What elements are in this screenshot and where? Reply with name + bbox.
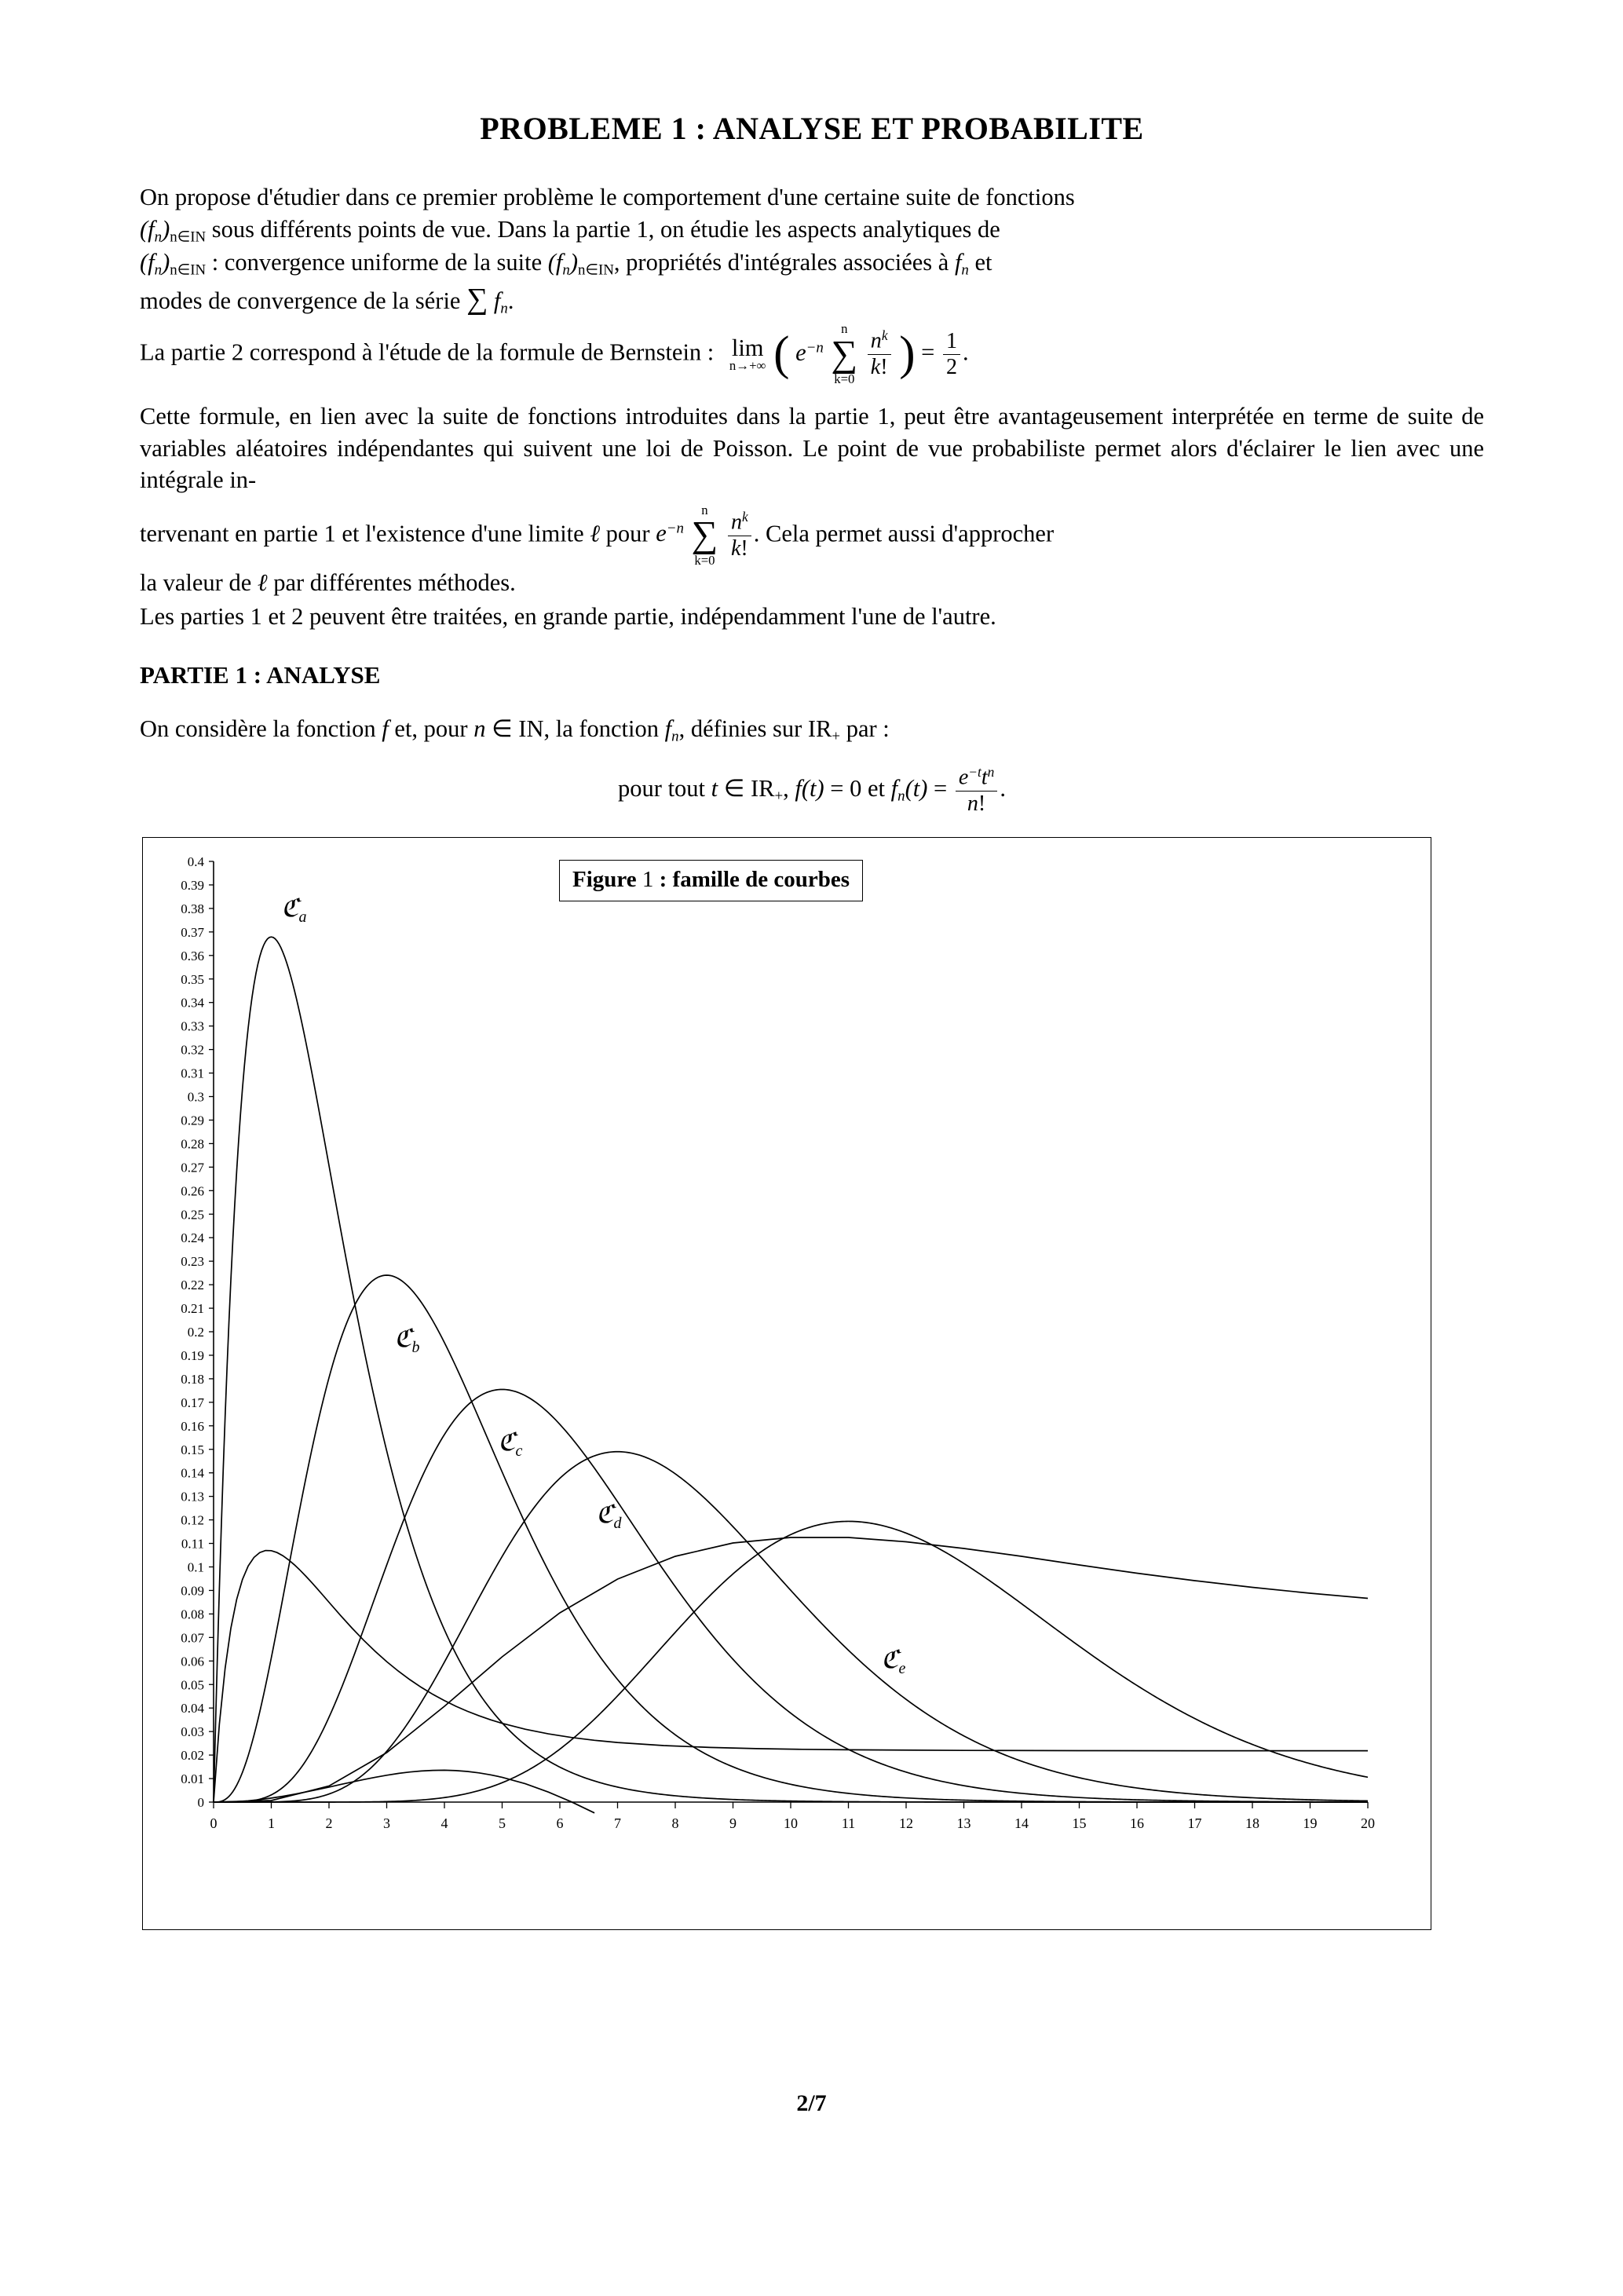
svg-text:9: 9	[729, 1815, 737, 1832]
fn-sequence-symbol-3: $(f_n)n\in IN$	[547, 248, 614, 279]
f-of-t: f(t)	[795, 775, 824, 803]
svg-text:0.05: 0.05	[181, 1677, 204, 1693]
curve-C_a	[214, 937, 1368, 1802]
curve-label-d: ℭ$_d$	[596, 1500, 622, 1533]
formula-text-c: = 0 et	[830, 775, 885, 803]
svg-text:0.16: 0.16	[181, 1418, 204, 1434]
svg-text:0.02: 0.02	[181, 1748, 204, 1764]
svg-text:0.11: 0.11	[181, 1536, 204, 1552]
svg-text:0.09: 0.09	[181, 1583, 204, 1599]
open-paren: (	[773, 327, 790, 381]
limit-operator: lim n→+∞	[729, 334, 766, 374]
def-text-a: On considère la fonction	[140, 715, 376, 742]
fn-sequence-symbol-1: $(f_n)n\in IN$	[140, 215, 207, 245]
paragraph-independence: Les parties 1 et 2 peuvent être traitées, en grande partie, indépendamment l'une de l'autre.	[140, 603, 996, 631]
figure-container	[142, 837, 1431, 1930]
svg-text:0.23: 0.23	[181, 1254, 204, 1270]
close-paren: )	[899, 327, 916, 381]
one-half-fraction: $\frac{1}{2}$	[943, 329, 960, 381]
figure-caption-suffix: : famille de courbes	[659, 867, 850, 893]
svg-text:3: 3	[383, 1815, 390, 1832]
svg-text:0.28: 0.28	[181, 1136, 204, 1152]
svg-text:0.33: 0.33	[181, 1018, 204, 1034]
svg-text:5: 5	[499, 1815, 506, 1832]
svg-text:0.35: 0.35	[181, 971, 204, 987]
svg-text:0.21: 0.21	[181, 1301, 204, 1317]
svg-text:0.18: 0.18	[181, 1372, 204, 1387]
svg-text:0.17: 0.17	[181, 1395, 204, 1410]
R-plus-symbol: IR+	[807, 715, 841, 744]
svg-text:19: 19	[1303, 1815, 1318, 1832]
svg-text:20: 20	[1361, 1815, 1375, 1832]
paragraph-intro-text-a: On propose d'étudier dans ce premier problème le comportement d'une certaine suite de fonctions	[140, 184, 1075, 210]
curve-label-e: ℭ$_e$	[881, 1645, 906, 1678]
curve-family-plot	[143, 838, 1431, 1929]
curve-label-c: ℭ$_c$	[498, 1428, 523, 1461]
svg-text:1: 1	[268, 1815, 275, 1832]
curve-Cc	[214, 1537, 1368, 1802]
svg-text:0.07: 0.07	[181, 1630, 204, 1646]
svg-text:0.01: 0.01	[181, 1771, 204, 1787]
paragraph-explanation: Cette formule, en lien avec la suite de fonctions introduites dans la partie 1, peut être avantageusement interprétée en terme de suite de variables aléatoires indépendantes qui suivent une loi de Poisson. Le point de vue probabiliste permet alors d'éclairer le lien avec une intégrale in-	[140, 402, 1484, 494]
svg-text:0.4: 0.4	[187, 854, 204, 870]
paragraph-intro-text-c: : convergence uniforme de la suite	[211, 248, 543, 276]
paragraph-limit-ell	[140, 504, 1484, 599]
t-in-Rplus: t ∈ IR+	[711, 775, 784, 805]
paragraph-intro-text-d: , propriétés d'intégrales associées à	[613, 248, 949, 276]
svg-text:0: 0	[210, 1815, 217, 1832]
section-heading-partie1: PARTIE 1 : ANALYSE	[140, 660, 381, 689]
figure-caption-number: 1	[642, 867, 654, 893]
formula-fn-definition: pour tout t ∈ IR+, f(t) = 0 et $f_n(t)$ = $\frac{e^{-t}t^n}{n!}$ .	[618, 765, 1006, 816]
summation-operator-2: n ∑ k=0	[691, 502, 718, 568]
svg-text:0.37: 0.37	[181, 924, 204, 940]
svg-text:16: 16	[1130, 1815, 1144, 1832]
paragraph-intro-text-f: modes de convergence de la série	[140, 287, 461, 315]
svg-text:10: 10	[784, 1815, 798, 1832]
page-title: PROBLEME 1 : ANALYSE ET PROBABILITE	[480, 111, 1144, 146]
nk-over-kfact: $\frac{n^k}{k!}$	[868, 328, 891, 380]
svg-text:0.36: 0.36	[181, 948, 204, 963]
svg-text:0.08: 0.08	[181, 1607, 204, 1622]
fn-formula-fraction: $\frac{e^{-t}t^n}{n!}$	[956, 765, 998, 817]
sum-lower-limit: k=0	[834, 371, 855, 387]
svg-text:0.03: 0.03	[181, 1724, 204, 1740]
paragraph-definition	[140, 713, 1484, 746]
curve-Ca	[214, 1551, 1368, 1802]
svg-text:0.12: 0.12	[181, 1512, 204, 1528]
e-minus-n: $e^{-n}$	[795, 338, 824, 366]
def-text-d: , définies sur	[678, 715, 802, 742]
svg-text:0.32: 0.32	[181, 1042, 204, 1058]
svg-text:0.06: 0.06	[181, 1654, 204, 1669]
svg-text:0.38: 0.38	[181, 901, 204, 917]
sum-fn-symbol: ∑ $f_n$	[466, 283, 508, 317]
def-text-e: par :	[846, 715, 890, 742]
n-in-N: n ∈ IN	[473, 715, 544, 742]
fn-sequence-symbol-2: $(f_n)n\in IN$	[140, 248, 207, 279]
paragraph-intro-text-b: sous différents points de vue. Dans la partie 1, on étudie les aspects analytiques de	[211, 215, 1000, 243]
figure-caption-prefix: Figure	[572, 867, 637, 893]
paragraph-intro: On propose d'étudier dans ce premier problème le comportement d'une certaine suite de fonctions $(f_n)n\in IN$ sous différents points de vue. Dans la partie 1, on étudie les aspects analytiques de $(f_n)n\in IN$ : convergence uniforme de la suite $(f_n)n\in IN$, propriétés d'intégrales associées à $f_n$ et modes de convergence de la série ∑ $f_n$.	[140, 184, 1075, 317]
fn-symbol-1: $f_n$	[954, 248, 969, 279]
ell-text-a: tervenant en partie 1 et l'existence d'une limite	[140, 520, 584, 547]
svg-text:7: 7	[614, 1815, 621, 1832]
svg-text:11: 11	[841, 1815, 856, 1832]
svg-text:0.31: 0.31	[181, 1066, 204, 1081]
svg-text:4: 4	[440, 1815, 448, 1832]
bernstein-text: La partie 2 correspond à l'étude de la formule de Bernstein :	[140, 338, 715, 366]
ell-text-c: . Cela permet aussi d'approcher	[753, 520, 1055, 547]
svg-text:13: 13	[956, 1815, 971, 1832]
svg-text:0.29: 0.29	[181, 1113, 204, 1128]
svg-text:0.19: 0.19	[181, 1348, 204, 1364]
svg-text:0.2: 0.2	[187, 1325, 204, 1340]
svg-text:0.39: 0.39	[181, 878, 204, 894]
f-symbol: f	[382, 715, 389, 742]
curve-a-final	[214, 1612, 1368, 1816]
svg-text:0.26: 0.26	[181, 1183, 204, 1199]
ell-symbol-1: ℓ	[590, 520, 601, 547]
svg-text:15: 15	[1072, 1815, 1087, 1832]
ell-text-d: la valeur de	[140, 569, 252, 597]
svg-text:0.25: 0.25	[181, 1207, 204, 1223]
curve-label-b: ℭ$_b$	[394, 1324, 420, 1357]
svg-text:18: 18	[1245, 1815, 1259, 1832]
sum-upper-limit: n	[841, 321, 848, 337]
svg-text:0: 0	[197, 1795, 204, 1811]
formula-text-a: pour tout	[618, 775, 706, 803]
summation-operator: n ∑ k=0	[831, 321, 858, 387]
paragraph-bernstein: La partie 2 correspond à l'étude de la formule de Bernstein : lim n→+∞ ( $e^{-n}$ n ∑ k=0 $\frac{n^k}{k!}$ ) = $\frac{1}{2}$ .	[140, 321, 969, 387]
nk-over-kfact-2: $\frac{n^k}{k!}$	[728, 510, 751, 561]
sum-upper-limit-2: n	[701, 502, 708, 517]
page-number: 2/7	[796, 2090, 827, 2116]
def-text-c: , la fonction	[543, 715, 659, 742]
svg-text:17: 17	[1187, 1815, 1202, 1832]
svg-text:0.15: 0.15	[181, 1442, 204, 1457]
curve-label-a: ℭ$_a$	[281, 894, 307, 927]
curve-C_b	[214, 1275, 1368, 1802]
svg-text:12: 12	[899, 1815, 913, 1832]
fn-symbol-2: $f_n$	[664, 715, 679, 744]
ell-symbol-2: ℓ	[257, 569, 268, 597]
svg-text:0.3: 0.3	[187, 1089, 204, 1105]
ell-text-b: pour	[605, 520, 650, 547]
fn-of-t: $f_n(t)$	[890, 775, 928, 805]
e-minus-n-2: $e^{-n}$	[656, 520, 684, 547]
svg-text:0.04: 0.04	[181, 1701, 204, 1717]
svg-text:0.34: 0.34	[181, 995, 204, 1011]
svg-text:8: 8	[671, 1815, 679, 1832]
formula-text-b: ,	[783, 775, 789, 803]
svg-text:0.14: 0.14	[181, 1465, 204, 1481]
document-body	[140, 110, 1484, 1930]
curve-Cb	[214, 1771, 594, 1813]
def-text-b: et, pour	[394, 715, 468, 742]
svg-text:14: 14	[1014, 1815, 1029, 1832]
sum-lower-limit-2: k=0	[694, 552, 715, 568]
svg-text:0.27: 0.27	[181, 1160, 204, 1175]
svg-text:0.24: 0.24	[181, 1230, 204, 1246]
svg-text:0.22: 0.22	[181, 1278, 204, 1293]
paragraph-intro-text-e: et	[974, 248, 992, 276]
ell-text-e: par différentes méthodes.	[273, 569, 516, 597]
svg-text:0.13: 0.13	[181, 1489, 204, 1504]
svg-text:6: 6	[556, 1815, 564, 1832]
svg-text:0.1: 0.1	[187, 1559, 204, 1575]
limit-subscript: n→+∞	[729, 358, 766, 374]
svg-text:2: 2	[325, 1815, 333, 1832]
